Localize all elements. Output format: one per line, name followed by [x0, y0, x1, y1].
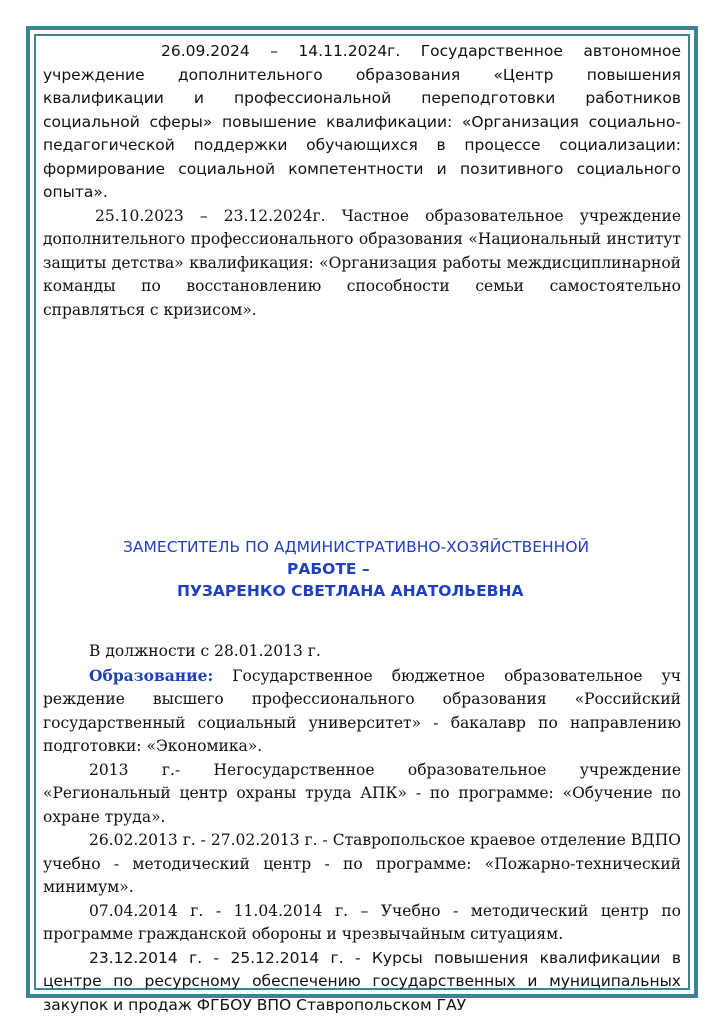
paragraph-training-2023: 25.10.2023 – 23.12.2024г. Частное образовательное учреждение дополнительного профессионального образования «Национальный институт защиты детства» квалификация: «Организация работы междисциплинарной команды по восстановлению способности семьи самостоятельно справляться с кризисом».	[43, 206, 681, 319]
document-content	[43, 40, 681, 1017]
paragraph-training-2024: 26.09.2024 – 14.11.2024г. Государственное автономное учреждение дополнительного образования «Центр повышения квалификации и профессиональной переподготовки работников социальной сферы» повышение квалификации: «Организация социально-педагогической поддержки обучающихся в процессе социализации: формирование социальной компетентности и позитивного социального опыта».	[43, 42, 681, 201]
paragraph-education	[43, 664, 681, 759]
paragraph-2013-fire-safety: 26.02.2013 г. - 27.02.2013 г. - Ставропольское краевое отделение ВДПО учебно - методический центр - по программе: «Пожарно-технический минимум».	[43, 831, 681, 896]
blank-space	[43, 322, 681, 536]
education-label: Образование:	[89, 665, 214, 685]
paragraph-2014-civil-defense: 07.04.2014 г. - 11.04.2014 г. – Учебно - методический центр по программе гражданской обороны и чрезвычайным ситуациям.	[43, 901, 681, 943]
paragraph-2013-labor-safety: 2013 г.- Негосударственное образовательное учреждение «Региональный центр охраны труда АПК» - по программе: «Обучение по охране труда».	[43, 760, 681, 826]
heading-role-line1: ЗАМЕСТИТЕЛЬ ПО АДМИНИСТРАТИВНО-ХОЗЯЙСТВЕННОЙ	[123, 538, 590, 556]
paragraph-position-since: В должности с 28.01.2013 г.	[89, 642, 321, 660]
blank-space	[43, 602, 681, 640]
heading-role-line2: РАБОТЕ –	[287, 560, 370, 578]
education-text: Государственное бюджетное образовательное уч реждение высшего профессионального образования «Российский государственный социальный университет» - бакалавр по направлению подготовки: «Экономика».	[43, 666, 681, 755]
heading-person-name: ПУЗАРЕНКО СВЕТЛАНА АНАТОЛЬЕВНА	[177, 582, 524, 600]
paragraph-2014-procurement: 23.12.2014 г. - 25.12.2014 г. - Курсы повышения квалификации в центре по ресурсному обеспечению государственных и муниципальных закупок и продаж ФГБОУ ВПО Ставропольском ГАУ	[43, 948, 681, 1014]
